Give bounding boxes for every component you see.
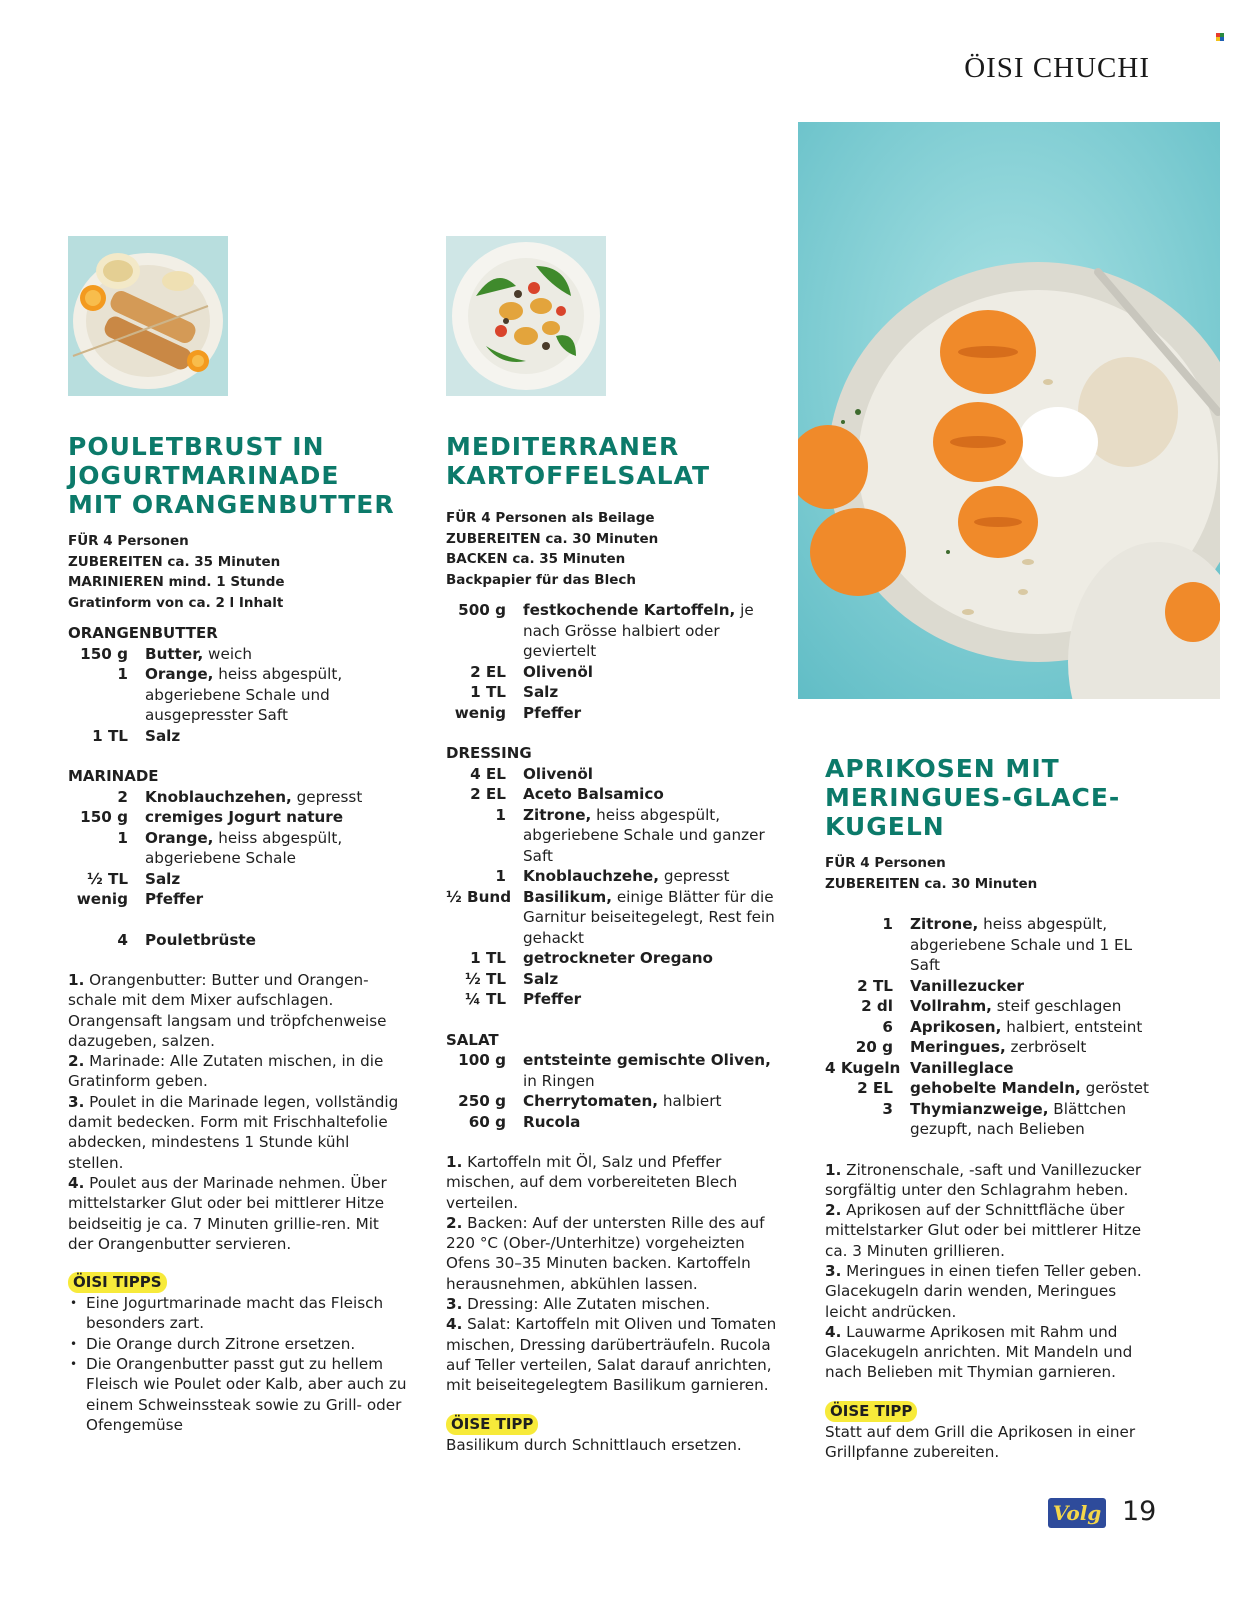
ingredient-qty: 1 bbox=[882, 915, 893, 933]
ingredient-name: Vollrahm, bbox=[910, 997, 992, 1015]
step-text: Orangenbutter: Butter und Orangen-schale mit dem Mixer aufschlagen. Orangensaft langsam und tröpfchenweise dazugeben, salzen. bbox=[68, 971, 387, 1050]
tip-box bbox=[446, 1414, 786, 1455]
meta-line: ZUBEREITEN ca. 35 Minuten bbox=[68, 553, 281, 570]
ingredient-name: Aprikosen, bbox=[910, 1017, 1002, 1036]
ingredient-qty: 2 TL bbox=[857, 976, 893, 995]
ingredient-row bbox=[446, 948, 786, 969]
ingredient-name: Rucola bbox=[523, 1112, 581, 1131]
step-text: Kartoffeln mit Öl, Salz und Pfeffer mischen, auf dem vorbereiteten Blech verteilen. bbox=[446, 1153, 738, 1212]
step-number: 2. bbox=[68, 1052, 85, 1071]
step bbox=[446, 1294, 786, 1314]
ingredient-qty: 4 bbox=[117, 930, 128, 949]
tip-box bbox=[68, 1272, 408, 1435]
ingredient-note: heiss abgespült, abgeriebene Schale und 1 EL Saft bbox=[910, 915, 1133, 974]
recipe-aprikosen bbox=[825, 754, 1155, 1462]
step bbox=[446, 1213, 786, 1294]
ingredient-note: je nach Grösse halbiert oder geviertelt bbox=[523, 601, 754, 660]
step bbox=[68, 1092, 408, 1173]
ingredient-qty: 60 g bbox=[468, 1112, 506, 1131]
page-number: 19 bbox=[1122, 1496, 1157, 1527]
recipe-title bbox=[825, 754, 1155, 841]
ingredient-section-heading: MARINADE bbox=[68, 767, 159, 785]
ingredient-name: Salz bbox=[145, 869, 181, 888]
ingredient-qty: 100 g bbox=[458, 1051, 506, 1069]
step bbox=[68, 1173, 408, 1254]
ingredient-row bbox=[446, 600, 786, 662]
step-number: 4. bbox=[68, 1173, 85, 1192]
ingredient-qty: 500 g bbox=[458, 601, 506, 619]
meta-line: FÜR 4 Personen als Beilage bbox=[446, 510, 655, 526]
ingredient-qty: 1 bbox=[495, 867, 506, 885]
ingredient-name: gehobelte Mandeln, bbox=[910, 1079, 1081, 1097]
ingredient-section-heading: SALAT bbox=[446, 1030, 499, 1049]
ingredient-section-heading: DRESSING bbox=[446, 744, 532, 762]
ingredient-row bbox=[446, 1112, 786, 1133]
step-number: 1. bbox=[446, 1153, 463, 1171]
ingredient-qty: 1 TL bbox=[470, 949, 506, 967]
ingredient-note: heiss abgespült, abgeriebene Schale und ganzer Saft bbox=[523, 805, 765, 865]
ingredient-row bbox=[825, 1078, 1155, 1099]
ingredient-note: heiss abgespült, abgeriebene Schale bbox=[145, 828, 343, 867]
ingredient-name: Salz bbox=[523, 683, 559, 701]
ingredient-qty: wenig bbox=[76, 890, 128, 908]
ingredient-row bbox=[825, 976, 1155, 997]
ingredient-qty: 4 EL bbox=[470, 764, 506, 783]
ingredient-row bbox=[825, 996, 1155, 1017]
step bbox=[825, 1200, 1155, 1261]
meta-line: BACKEN ca. 35 Minuten bbox=[446, 551, 626, 567]
ingredient-note: halbiert, entsteint bbox=[1001, 1017, 1143, 1036]
ingredient-name: Vanillezucker bbox=[910, 976, 1025, 995]
ingredient-name: Knoblauchzehe, bbox=[523, 867, 659, 885]
ingredient-row bbox=[446, 887, 786, 949]
ingredient-name: Pfeffer bbox=[145, 890, 204, 908]
corner-mark bbox=[1216, 33, 1224, 41]
title-line: MEDITERRANER bbox=[446, 432, 680, 461]
ingredient-row bbox=[825, 1017, 1155, 1038]
tip-item: • Die Orange durch Zitrone ersetzen. bbox=[86, 1334, 408, 1354]
ingredient-row bbox=[825, 1037, 1155, 1058]
ingredient-row bbox=[446, 682, 786, 703]
ingredient-row bbox=[68, 869, 408, 890]
ingredient-note: in Ringen bbox=[523, 1071, 595, 1090]
ingredient-name: entsteinte gemischte Oliven, bbox=[523, 1051, 771, 1069]
step-number: 4. bbox=[825, 1322, 842, 1341]
ingredient-name: Pouletbrüste bbox=[145, 930, 256, 949]
step-number: 3. bbox=[446, 1295, 463, 1314]
ingredient-note: heiss abgespült, abgeriebene Schale und ausgepresster Saft bbox=[145, 665, 343, 724]
meta-line: FÜR 4 Personen bbox=[68, 533, 189, 549]
ingredient-name: Aceto Balsamico bbox=[523, 785, 664, 803]
recipe-steps bbox=[446, 1152, 786, 1396]
recipe-steps bbox=[825, 1160, 1155, 1383]
tip-list bbox=[68, 1293, 408, 1435]
ingredient-qty: 150 g bbox=[80, 808, 128, 826]
ingredient-row bbox=[825, 1058, 1155, 1079]
magazine-masthead: ÖISI CHUCHI bbox=[964, 52, 1150, 84]
step-text: Poulet in die Marinade legen, vollständig damit bedecken. Form mit Frischhaltefolie abdecken, mindestens 1 Stunde kühl stellen. bbox=[68, 1092, 399, 1172]
ingredient-name: Orange, bbox=[145, 665, 214, 683]
ingredient-row bbox=[446, 805, 786, 867]
ingredient-qty: 2 EL bbox=[470, 785, 506, 803]
pouletbrust-thumbnail bbox=[68, 236, 228, 396]
ingredient-row bbox=[68, 828, 408, 869]
step-number: 3. bbox=[825, 1261, 842, 1280]
ingredient-name: Zitrone, bbox=[523, 805, 592, 824]
step bbox=[825, 1160, 1155, 1201]
ingredient-note: Blättchen gezupft, nach Belieben bbox=[910, 1099, 1127, 1138]
ingredient-name: festkochende Kartoffeln, bbox=[523, 601, 736, 619]
step-text: Dressing: Alle Zutaten mischen. bbox=[462, 1295, 711, 1314]
ingredient-qty: 150 g bbox=[80, 644, 128, 663]
recipe-title bbox=[446, 432, 786, 490]
ingredient-qty: ¼ TL bbox=[464, 990, 506, 1008]
ingredient-note: weich bbox=[203, 644, 253, 663]
ingredient-note: halbiert bbox=[658, 1092, 722, 1110]
ingredient-row bbox=[446, 866, 786, 887]
ingredient-name: Pfeffer bbox=[523, 703, 582, 722]
ingredient-name: Orange, bbox=[145, 828, 214, 847]
volg-logo bbox=[1048, 1498, 1106, 1528]
recipe-steps bbox=[68, 970, 408, 1254]
ingredient-row bbox=[446, 989, 786, 1010]
ingredient-row bbox=[446, 662, 786, 683]
ingredient-row bbox=[446, 1091, 786, 1112]
ingredient-row bbox=[68, 807, 408, 828]
ingredient-name: Thymianzweige, bbox=[910, 1099, 1049, 1118]
tip-heading: ÖISE TIPP bbox=[446, 1414, 538, 1435]
ingredient-qty: ½ TL bbox=[464, 969, 506, 988]
step-text: Meringues in einen tiefen Teller geben. Glacekugeln darin wenden, Meringues leicht andrücken. bbox=[825, 1261, 1142, 1321]
step bbox=[825, 1322, 1155, 1383]
step-text: Aprikosen auf der Schnittfläche über mittelstarker Glut oder bei mittlerer Hitze ca. 3 Minuten grillieren. bbox=[825, 1201, 1142, 1260]
ingredient-name: Salz bbox=[145, 726, 181, 745]
ingredient-row bbox=[446, 784, 786, 805]
ingredient-note: steif geschlagen bbox=[991, 997, 1122, 1015]
ingredient-qty: 2 dl bbox=[861, 997, 893, 1015]
ingredient-name: Vanilleglace bbox=[910, 1058, 1014, 1077]
ingredient-row bbox=[68, 664, 408, 726]
step bbox=[825, 1261, 1155, 1322]
ingredient-qty: wenig bbox=[454, 703, 506, 722]
step-number: 1. bbox=[68, 971, 85, 989]
tip-text: Statt auf dem Grill die Aprikosen in einer Grillpfanne zubereiten. bbox=[825, 1422, 1136, 1462]
tip-box bbox=[825, 1401, 1155, 1463]
ingredient-qty: 1 bbox=[117, 665, 128, 683]
recipe-title bbox=[68, 432, 408, 519]
tip-heading: ÖISI TIPPS bbox=[68, 1272, 167, 1293]
title-line: KUGELN bbox=[825, 812, 945, 841]
step-number: 2. bbox=[825, 1201, 842, 1220]
ingredient-row bbox=[446, 703, 786, 724]
step-text: Zitronenschale, -saft und Vanillezucker sorgfältig unter den Schlagrahm heben. bbox=[825, 1160, 1142, 1199]
ingredient-qty: ½ TL bbox=[86, 869, 128, 888]
ingredient-row bbox=[825, 914, 1155, 976]
tip-item: • Die Orangenbutter passt gut zu hellem Fleisch wie Poulet oder Kalb, aber auch zu einem Schweinssteak sowie zu Grill- oder Ofengemüse bbox=[86, 1354, 408, 1435]
step bbox=[446, 1314, 786, 1395]
step-number: 1. bbox=[825, 1160, 842, 1179]
step-number: 4. bbox=[446, 1315, 463, 1334]
step-text: Backen: Auf der untersten Rille des auf 220 °C (Ober-/Unterhitze) vorgeheizten Ofens 30–35 Minuten backen. Kartoffeln herausnehmen, abkühlen lassen. bbox=[446, 1213, 765, 1293]
ingredient-qty: 2 EL bbox=[857, 1079, 893, 1097]
tip-text: Basilikum durch Schnittlauch ersetzen. bbox=[446, 1435, 742, 1454]
ingredient-note: gepresst bbox=[659, 867, 730, 885]
ingredient-row bbox=[446, 1050, 786, 1091]
ingredient-row bbox=[68, 644, 408, 665]
recipe-pouletbrust bbox=[68, 432, 408, 1435]
ingredient-qty: 2 EL bbox=[470, 662, 506, 681]
recipe-meta bbox=[825, 853, 1155, 894]
ingredient-name: cremiges Jogurt nature bbox=[145, 808, 344, 826]
ingredient-note: einige Blätter für die Garnitur beiseitegelegt, Rest fein gehackt bbox=[523, 887, 775, 947]
ingredient-name: Knoblauchzehen, bbox=[145, 787, 292, 806]
ingredient-name: Pfeffer bbox=[523, 990, 582, 1008]
step-text: Poulet aus der Marinade nehmen. Über mittelstarker Glut oder bei mittlerer Hitze beidseitig je ca. 7 Minuten grillie-ren. Mit der Orangenbutter servieren. bbox=[68, 1173, 387, 1253]
ingredient-qty: 1 TL bbox=[92, 726, 128, 745]
ingredient-qty: 1 bbox=[117, 828, 128, 847]
logo-text: Volg bbox=[1052, 1501, 1102, 1525]
ingredient-row bbox=[446, 764, 786, 785]
ingredient-qty: 3 bbox=[882, 1099, 893, 1118]
ingredient-note: gepresst bbox=[291, 787, 363, 806]
ingredient-qty: 250 g bbox=[458, 1092, 506, 1110]
step-text: Lauwarme Aprikosen mit Rahm und Glacekugeln anrichten. Mit Mandeln und nach Belieben mit Thymian garnieren. bbox=[825, 1322, 1133, 1382]
ingredient-name: Cherrytomaten, bbox=[523, 1092, 659, 1110]
ingredient-name: Zitrone, bbox=[910, 915, 979, 933]
step bbox=[68, 970, 408, 1051]
recipe-kartoffelsalat bbox=[446, 432, 786, 1455]
ingredient-row bbox=[68, 787, 408, 808]
ingredient-row bbox=[68, 930, 408, 951]
meta-line: ZUBEREITEN ca. 30 Minuten bbox=[825, 875, 1038, 892]
step-number: 3. bbox=[68, 1092, 85, 1111]
step-text: Marinade: Alle Zutaten mischen, in die Gratinform geben. bbox=[68, 1052, 384, 1091]
recipe-meta bbox=[68, 531, 408, 613]
ingredient-name: Meringues, bbox=[910, 1038, 1006, 1056]
ingredient-qty: 2 bbox=[117, 787, 128, 806]
ingredient-qty: 1 TL bbox=[470, 683, 506, 701]
ingredient-row bbox=[68, 726, 408, 747]
ingredient-row bbox=[68, 889, 408, 910]
meta-line: FÜR 4 Personen bbox=[825, 855, 946, 871]
tip-item: • Eine Jogurtmarinade macht das Fleisch besonders zart. bbox=[86, 1293, 408, 1334]
meta-line: Gratinform von ca. 2 l Inhalt bbox=[68, 594, 284, 611]
ingredient-note: zerbröselt bbox=[1005, 1038, 1087, 1056]
title-line: MIT ORANGENBUTTER bbox=[68, 490, 395, 519]
title-line: JOGURTMARINADE bbox=[68, 461, 340, 490]
ingredient-qty: 6 bbox=[882, 1017, 893, 1036]
ingredient-name: Basilikum, bbox=[523, 887, 612, 906]
ingredient-name: Salz bbox=[523, 969, 559, 988]
step bbox=[68, 1051, 408, 1092]
ingredient-name: Olivenöl bbox=[523, 764, 593, 783]
title-line: POULETBRUST IN bbox=[68, 432, 325, 461]
step bbox=[446, 1152, 786, 1213]
ingredient-row bbox=[825, 1099, 1155, 1140]
tip-heading: ÖISE TIPP bbox=[825, 1401, 917, 1422]
ingredient-qty: 20 g bbox=[855, 1038, 893, 1056]
ingredient-qty: ½ Bund bbox=[446, 887, 512, 906]
title-line: APRIKOSEN MIT bbox=[825, 754, 1060, 783]
ingredient-row bbox=[446, 969, 786, 990]
recipe-meta bbox=[446, 508, 786, 590]
step-number: 2. bbox=[446, 1213, 463, 1232]
meta-line: ZUBEREITEN ca. 30 Minuten bbox=[446, 530, 659, 547]
kartoffelsalat-thumbnail bbox=[446, 236, 606, 396]
meta-line: MARINIEREN mind. 1 Stunde bbox=[68, 574, 285, 590]
title-line: KARTOFFELSALAT bbox=[446, 461, 711, 490]
ingredient-qty: 4 Kugeln bbox=[825, 1058, 901, 1077]
ingredient-qty: 1 bbox=[495, 805, 506, 824]
ingredient-section-heading: ORANGENBUTTER bbox=[68, 624, 218, 642]
step-text: Salat: Kartoffeln mit Oliven und Tomaten mischen, Dressing darüberträufeln. Rucola auf Teller verteilen, Salat darauf anrichten, mit beiseitegelegtem Basilikum garnieren. bbox=[446, 1315, 777, 1395]
meta-line: Backpapier für das Blech bbox=[446, 571, 636, 588]
ingredient-name: Olivenöl bbox=[523, 662, 593, 681]
ingredient-note: geröstet bbox=[1080, 1079, 1149, 1097]
ingredient-name: getrockneter Oregano bbox=[523, 949, 713, 967]
title-line: MERINGUES-GLACE- bbox=[825, 783, 1121, 812]
ingredient-name: Butter, bbox=[145, 644, 204, 663]
aprikosen-photo bbox=[798, 122, 1220, 699]
